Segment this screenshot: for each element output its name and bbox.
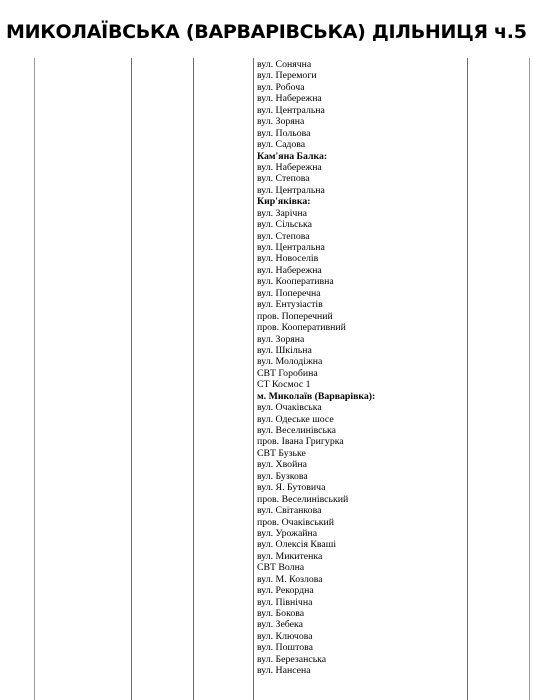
street-item: вул. Хвойна — [257, 459, 307, 471]
table-column-divider — [193, 58, 194, 700]
street-item: вул. Олексія Кваші — [257, 539, 337, 551]
street-item: вул. Степова — [257, 173, 310, 185]
street-item: вул. Садова — [257, 139, 306, 151]
street-item: СТ Космос 1 — [257, 379, 311, 391]
street-item: вул. Одеське шосе — [257, 413, 334, 425]
street-item: вул. Ентузіастів — [257, 299, 323, 311]
street-item: вул. Поштова — [257, 642, 313, 654]
page-title: МИКОЛАЇВСЬКА (ВАРВАРІВСЬКА) ДІЛЬНИЦЯ ч.5 — [6, 21, 527, 43]
street-item: вул. Робоча — [257, 81, 305, 93]
street-item: СВТ Бузьке — [257, 447, 306, 459]
street-item: вул. Урожайна — [257, 527, 318, 539]
street-item: вул. Перемоги — [257, 70, 317, 82]
table-column-divider — [34, 58, 35, 700]
street-item: вул. Молодіжна — [257, 356, 323, 368]
street-item: вул. Бузкова — [257, 470, 308, 482]
street-item: вул. Степова — [257, 230, 310, 242]
street-item: вул. Рекордна — [257, 585, 314, 597]
street-item: вул. Очаківська — [257, 402, 322, 414]
street-item: вул. Бокова — [257, 608, 305, 619]
street-item: вул. Ключова — [257, 630, 313, 642]
street-item: вул. Веселинівська — [257, 425, 336, 436]
street-item: вул. Центральна — [257, 184, 325, 196]
table-column-divider — [131, 58, 132, 700]
street-item: вул. Я. Бутовича — [257, 482, 326, 494]
street-item: вул. Микитенка — [257, 550, 323, 562]
street-item: вул. Кооперативна — [257, 276, 334, 288]
street-item: вул. Зарічна — [257, 207, 307, 219]
street-item: пров. Очаківський — [257, 516, 335, 528]
street-item: вул. Зебека — [257, 619, 303, 631]
street-item: вул. Набережна — [257, 264, 322, 276]
street-item: вул. Сільська — [257, 219, 312, 231]
street-item: пров. Поперечний — [257, 310, 333, 322]
locality-heading: Кам'яна Балка: — [257, 150, 328, 162]
street-item: вул. М. Козлова — [257, 573, 323, 585]
street-item: пров. Івана Григурка — [257, 436, 344, 448]
street-item: вул. Зоряна — [257, 116, 305, 128]
street-item: пров. Кооперативний — [257, 322, 346, 334]
street-item: вул. Набережна — [257, 93, 322, 105]
street-item: вул. Північна — [257, 596, 313, 608]
locality-heading: м. Миколаїв (Варварівка): — [257, 390, 376, 402]
street-item: вул. Поперечна — [257, 287, 321, 299]
locality-heading: Кир'яківка: — [257, 196, 311, 208]
street-item: вул. Сонячна — [257, 59, 312, 70]
street-item: вул. Нансена — [257, 665, 311, 677]
street-item: вул. Новоселів — [257, 253, 319, 265]
table-column-divider — [253, 58, 254, 700]
street-item: вул. Центральна — [257, 104, 325, 116]
table-column-divider — [529, 58, 530, 700]
street-item: СВТ Горобина — [257, 367, 318, 379]
street-item: вул. Набережна — [257, 161, 322, 173]
table-column-divider — [467, 58, 468, 700]
street-item: пров. Веселинівський — [257, 493, 349, 505]
street-item: вул. Центральна — [257, 242, 325, 253]
districts-table — [0, 58, 537, 700]
street-item: СВТ Волна — [257, 562, 305, 574]
street-item: вул. Зоряна — [257, 333, 305, 345]
street-list — [257, 59, 463, 677]
street-item: вул. Світанкова — [257, 505, 322, 517]
street-item: вул. Шкільна — [257, 344, 312, 356]
street-item: вул. Польова — [257, 127, 311, 139]
street-item: вул. Березанська — [257, 653, 327, 665]
